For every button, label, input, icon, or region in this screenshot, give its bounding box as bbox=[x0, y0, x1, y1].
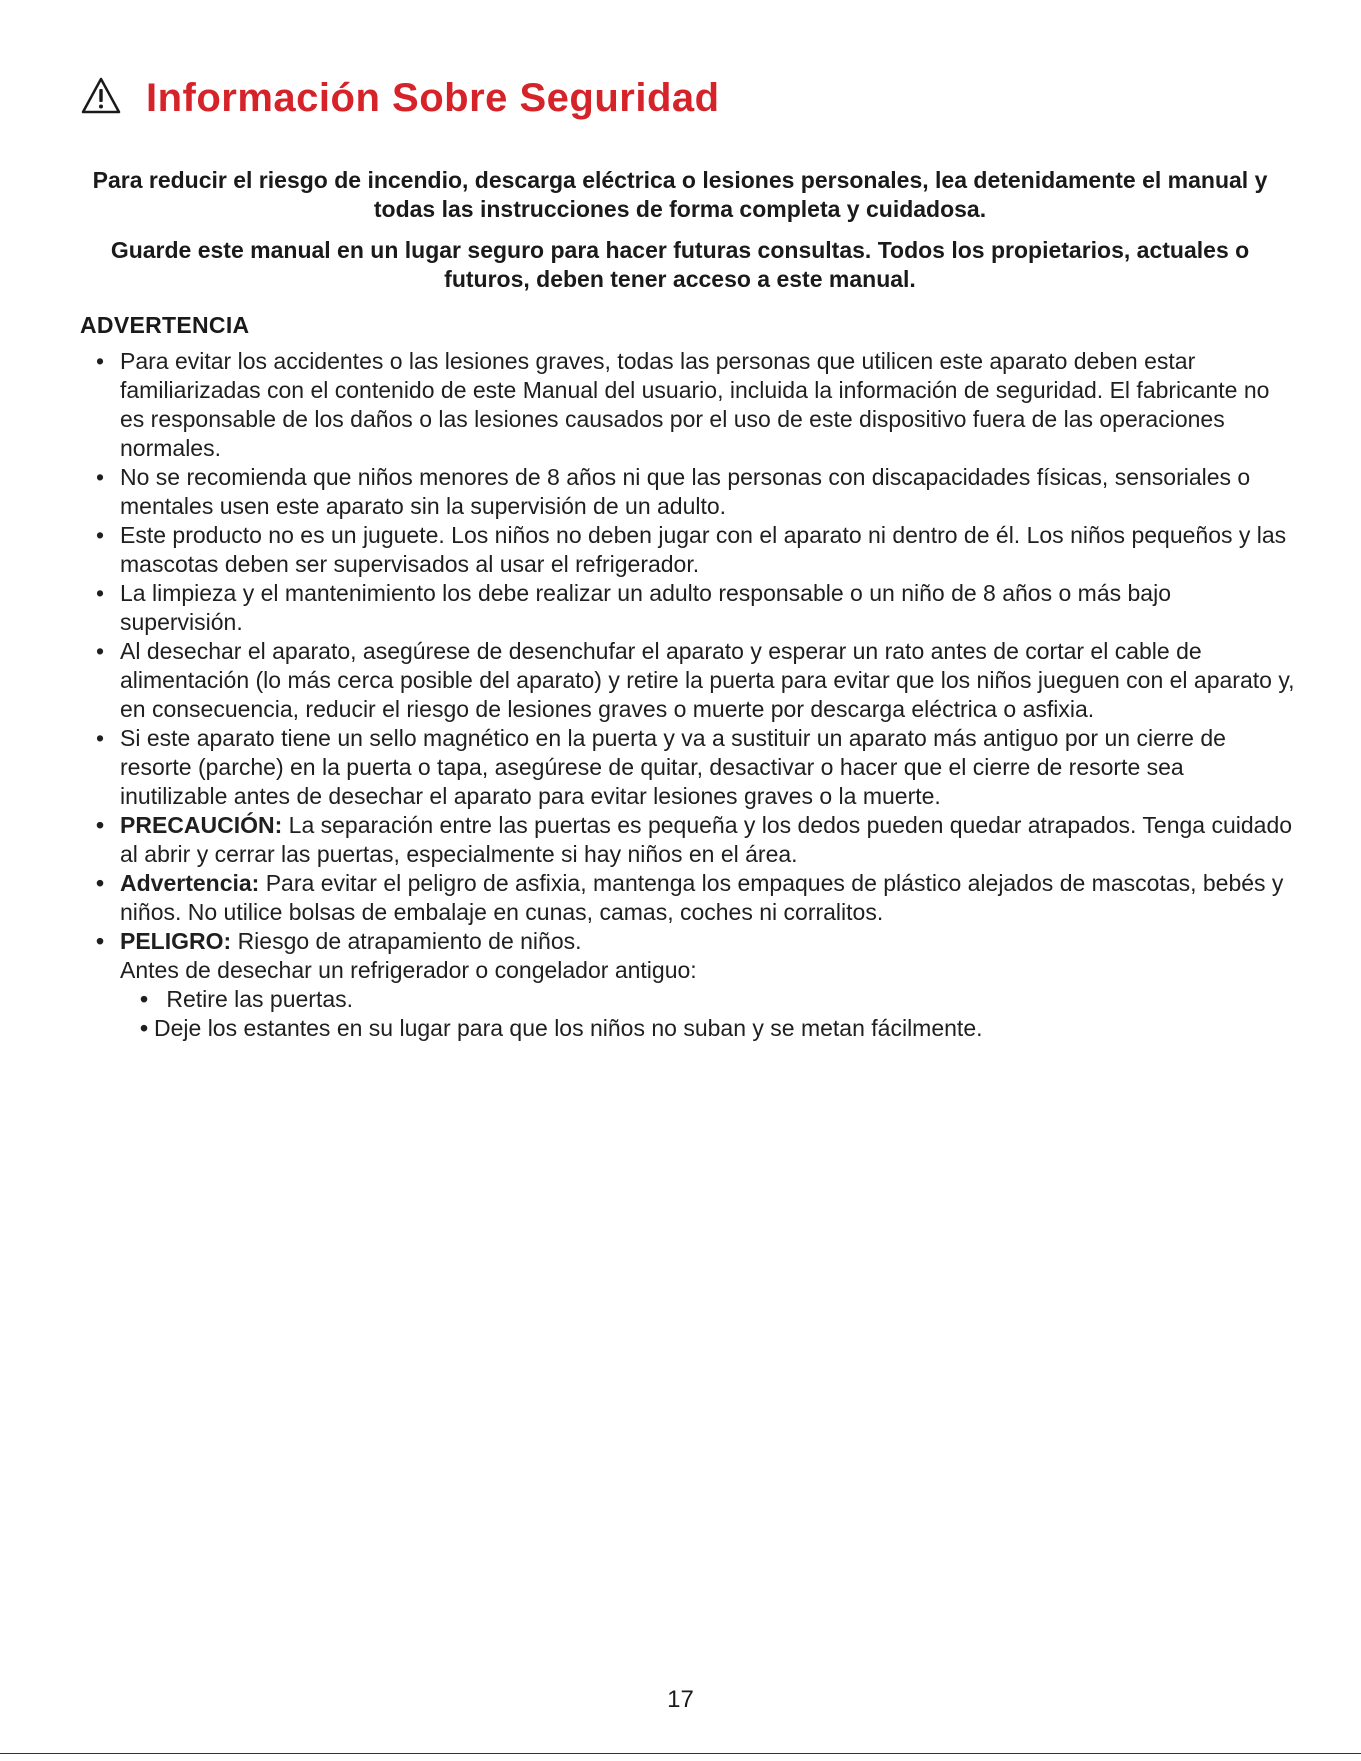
warning-icon bbox=[80, 76, 146, 121]
bullet: • bbox=[96, 464, 105, 490]
list-item: • La limpieza y el mantenimiento los debe realizar un adulto responsable o un niño de 8 años o más bajo supervisión. bbox=[96, 580, 1171, 635]
intro-paragraph: Para reducir el riesgo de incendio, descarga eléctrica o lesiones personales, lea detenidamente el manual y todas las instrucciones de forma completa y cuidadosa. bbox=[92, 167, 1268, 222]
bullet: • bbox=[96, 522, 105, 548]
list-item: • Este producto no es un juguete. Los niños no deben jugar con el aparato ni dentro de él. Los niños pequeños y las mascotas deben ser supervisados al usar el refrigerador. bbox=[96, 522, 1287, 577]
list-item: • Al desechar el aparato, asegúrese de desenchufar el aparato y esperar un rato antes de cortar el cable de alimentación (lo más cerca posible del aparato) y retire la puerta para evitar que los niños jueguen con el aparato y, en consecuencia, reducir el riesgo de lesiones graves o muerte por descarga eléctrica o asfixia. bbox=[96, 638, 1295, 722]
bullet: • bbox=[96, 725, 105, 751]
list-item: • Si este aparato tiene un sello magnético en la puerta y va a sustituir un aparato más antiguo por un cierre de resorte (parche) en la puerta o tapa, asegúrese de quitar, desactivar o hacer que el cierre de resorte sea inutilizable antes de desechar el aparato para evitar lesiones graves o la muerte. bbox=[96, 725, 1226, 809]
bullet: • bbox=[96, 870, 105, 896]
list-item: • PELIGRO: Riesgo de atrapamiento de niños. Antes de desechar un refrigerador o congelador antiguo: • Retire las puertas. • Deje los estantes en su lugar para que los niños no suban y se metan fácilmente. bbox=[96, 927, 1296, 1043]
warning-list bbox=[96, 347, 1296, 1043]
bullet: • bbox=[96, 580, 105, 606]
intro-paragraph: Guarde este manual en un lugar seguro para hacer futuras consultas. Todos los propietarios, actuales o futuros, deben tener acceso a este manual. bbox=[110, 237, 1250, 292]
bullet: • bbox=[140, 986, 149, 1012]
page-number: 17 bbox=[667, 1686, 694, 1713]
section-heading: ADVERTENCIA bbox=[80, 312, 250, 338]
item-lead: PELIGRO: bbox=[120, 928, 232, 954]
list-item: • No se recomienda que niños menores de 8 años ni que las personas con discapacidades físicas, sensoriales o mentales usen este aparato sin la supervisión de un adulto. bbox=[96, 464, 1251, 519]
sub-list-item: • Deje los estantes en su lugar para que los niños no suban y se metan fácilmente. bbox=[140, 1015, 983, 1041]
bullet: • bbox=[96, 348, 105, 374]
page-header bbox=[80, 76, 720, 121]
bullet: • bbox=[96, 928, 105, 954]
intro-block bbox=[80, 166, 1280, 306]
bullet: • bbox=[140, 1015, 149, 1041]
list-item: • PRECAUCIÓN: La separación entre las puertas es pequeña y los dedos pueden quedar atrapados. Tenga cuidado al abrir y cerrar las puertas, especialmente si hay niños en el área. bbox=[96, 812, 1293, 867]
bullet: • bbox=[96, 638, 105, 664]
bullet: • bbox=[96, 812, 105, 838]
item-followup: Antes de desechar un refrigerador o congelador antiguo: bbox=[120, 957, 697, 983]
list-item: • Advertencia: Para evitar el peligro de asfixia, mantenga los empaques de plástico alejados de mascotas, bebés y niños. No utilice bolsas de embalaje en cunas, camas, coches ni corralitos. bbox=[96, 870, 1284, 925]
list-item: • Para evitar los accidentes o las lesiones graves, todas las personas que utilicen este aparato deben estar familiarizadas con el contenido de este Manual del usuario, incluida la información de seguridad. El fabricante no es responsable de los daños o las lesiones causados por el uso de este dispositivo fuera de las operaciones normales. bbox=[96, 348, 1270, 461]
page-title: Información Sobre Seguridad bbox=[146, 76, 720, 120]
sub-list bbox=[120, 985, 1296, 1043]
item-lead: PRECAUCIÓN: bbox=[120, 812, 283, 838]
sub-list-item: • Retire las puertas. bbox=[140, 986, 354, 1012]
item-lead: Advertencia: bbox=[120, 870, 260, 896]
footer-divider bbox=[0, 1753, 1361, 1754]
